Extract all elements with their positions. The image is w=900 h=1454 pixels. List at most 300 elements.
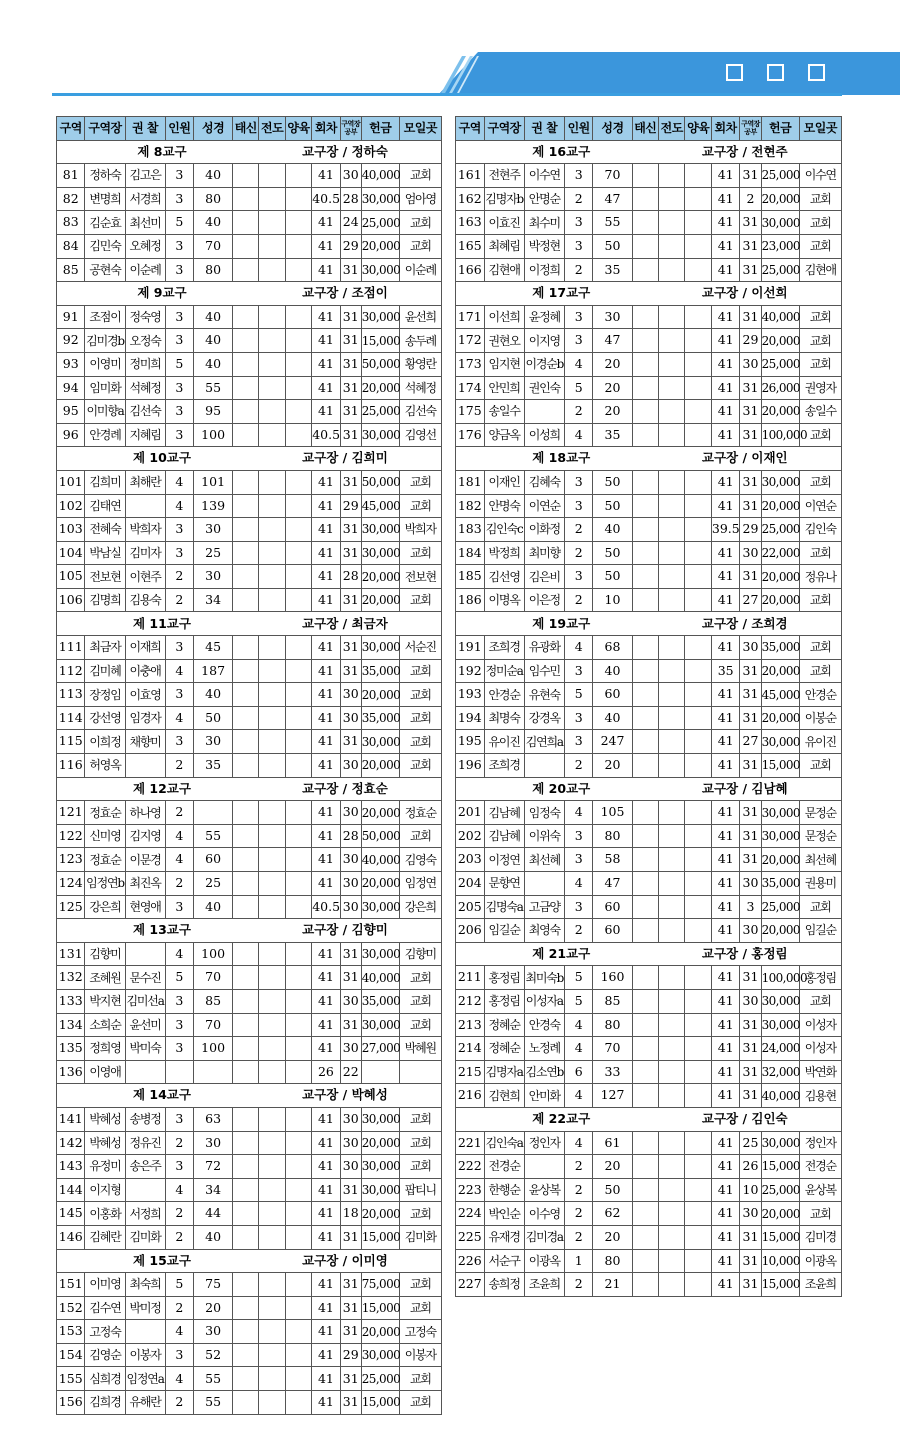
table-cell: 4 (564, 872, 593, 896)
table-cell: 이선희 (484, 305, 524, 329)
table-cell (233, 258, 259, 282)
table-cell (659, 1225, 685, 1249)
table-cell (285, 659, 311, 683)
table-cell: 10 (593, 588, 632, 612)
table-cell: 31 (740, 659, 761, 683)
table-cell: 문향연 (484, 872, 524, 896)
table-cell (632, 565, 658, 589)
table-row (57, 565, 442, 589)
table-cell: 194 (456, 706, 485, 730)
table-cell: 34 (194, 1178, 233, 1202)
table-cell: 41 (312, 706, 340, 730)
table-cell: 41 (711, 329, 740, 353)
table-cell (285, 966, 311, 990)
table-cell (685, 1013, 711, 1037)
table-cell: 정미희 (125, 352, 165, 376)
table-cell: 96 (57, 423, 85, 447)
header-banner (0, 0, 900, 100)
table-cell: 18 (340, 1202, 361, 1226)
table-cell: 60 (593, 895, 632, 919)
table-cell: 22 (340, 1060, 361, 1084)
table-cell: 안민희 (484, 376, 524, 400)
table-cell (659, 872, 685, 896)
table-cell: 155 (57, 1367, 85, 1391)
table-cell: 35 (593, 258, 632, 282)
table-cell (685, 518, 711, 542)
column-header-row (456, 117, 842, 141)
table-cell: 30 (740, 352, 761, 376)
table-cell (632, 470, 658, 494)
table-cell (285, 1367, 311, 1391)
table-cell: 31 (340, 470, 361, 494)
table-cell: 1 (564, 1249, 593, 1273)
table-cell: 정숙영 (125, 305, 165, 329)
table-cell: 박인순 (484, 1202, 524, 1226)
table-cell (685, 1084, 711, 1108)
table-cell: 교회 (799, 895, 841, 919)
table-cell: 30,000 (361, 518, 399, 542)
table-cell (233, 1296, 259, 1320)
table-cell: 3 (165, 423, 193, 447)
header-divider (52, 93, 842, 96)
table-cell: 142 (57, 1131, 85, 1155)
table-cell: 최진옥 (125, 872, 165, 896)
table-cell: 41 (312, 376, 340, 400)
table-cell: 김미자 (125, 541, 165, 565)
table-cell (125, 1178, 165, 1202)
table-cell: 55 (194, 376, 233, 400)
table-cell (233, 966, 259, 990)
table-cell: 27,000 (361, 1037, 399, 1061)
table-cell: 전경순 (799, 1155, 841, 1179)
table-cell: 이지영 (524, 329, 564, 353)
table-cell: 김용현 (799, 1084, 841, 1108)
table-cell: 30 (194, 1131, 233, 1155)
table-cell (233, 541, 259, 565)
table-cell: 이충애 (125, 659, 165, 683)
table-cell: 224 (456, 1202, 485, 1226)
table-cell: 3 (165, 376, 193, 400)
table-cell (233, 1273, 259, 1297)
table-cell: 2 (564, 541, 593, 565)
table-cell: 이홍화 (85, 1202, 125, 1226)
table-cell: 41 (711, 470, 740, 494)
table-cell: 25 (194, 541, 233, 565)
table-cell (259, 989, 285, 1013)
table-cell: 30 (194, 730, 233, 754)
table-cell: 41 (312, 1296, 340, 1320)
table-cell (685, 1225, 711, 1249)
table-cell: 41 (711, 494, 740, 518)
table-cell: 30 (740, 636, 761, 660)
table-cell: 70 (194, 966, 233, 990)
table-cell: 임정연a (125, 1367, 165, 1391)
table-cell (685, 164, 711, 188)
table-cell: 101 (57, 470, 85, 494)
table-cell: 2 (165, 1391, 193, 1415)
table-cell: 55 (194, 824, 233, 848)
square-outline-icon (767, 64, 784, 81)
table-cell: 30 (340, 801, 361, 825)
table-cell (259, 1391, 285, 1415)
table-cell (659, 754, 685, 778)
table-cell: 41 (711, 352, 740, 376)
table-cell: 30 (194, 565, 233, 589)
table-cell: 41 (312, 1155, 340, 1179)
table-cell: 26 (740, 1155, 761, 1179)
table-cell: 안경숙 (524, 1013, 564, 1037)
group-header-row (57, 612, 442, 636)
table-cell: 196 (456, 754, 485, 778)
table-cell (659, 541, 685, 565)
table-cell: 양금옥 (484, 423, 524, 447)
table-cell (659, 919, 685, 943)
table-cell: 40 (194, 352, 233, 376)
table-cell: 41 (711, 258, 740, 282)
table-row (57, 872, 442, 896)
table-cell (632, 541, 658, 565)
table-cell: 215 (456, 1060, 485, 1084)
column-header: 헌금 (361, 117, 399, 141)
table-cell (285, 211, 311, 235)
table-cell: 211 (456, 966, 485, 990)
table-row (456, 187, 842, 211)
table-cell: 41 (711, 423, 740, 447)
table-cell: 교회 (399, 1202, 441, 1226)
table-cell: 윤상복 (799, 1178, 841, 1202)
table-cell: 4 (564, 352, 593, 376)
table-cell: 10 (740, 1178, 761, 1202)
column-header: 인원 (564, 117, 593, 141)
table-cell: 111 (57, 636, 85, 660)
table-cell: 195 (456, 730, 485, 754)
table-cell: 25,000 (761, 258, 799, 282)
table-cell: 4 (564, 1084, 593, 1108)
table-cell (632, 164, 658, 188)
table-cell (285, 376, 311, 400)
table-cell: 100 (194, 942, 233, 966)
table-cell: 조점이 (85, 305, 125, 329)
table-cell: 63 (194, 1107, 233, 1131)
table-cell: 권용미 (799, 872, 841, 896)
table-cell: 20,000 (361, 683, 399, 707)
table-cell: 41 (711, 211, 740, 235)
table-cell: 105 (57, 565, 85, 589)
table-cell: 221 (456, 1131, 485, 1155)
table-cell: 4 (564, 423, 593, 447)
table-cell: 31 (340, 1391, 361, 1415)
table-cell: 103 (57, 518, 85, 542)
table-cell: 172 (456, 329, 485, 353)
table-cell: 30,000 (361, 541, 399, 565)
column-header: 모일곳 (399, 117, 441, 141)
table-cell: 임길순 (484, 919, 524, 943)
table-cell: 2 (564, 1178, 593, 1202)
group-name: 제 13교구 (57, 919, 259, 943)
table-cell: 2 (165, 1225, 193, 1249)
table-cell: 30,000 (361, 1013, 399, 1037)
table-cell (233, 518, 259, 542)
table-cell: 이수연 (524, 164, 564, 188)
table-cell: 30,000 (361, 636, 399, 660)
table-cell: 30 (740, 1202, 761, 1226)
table-cell (285, 801, 311, 825)
table-cell: 김미경a (524, 1225, 564, 1249)
square-outline-icon (808, 64, 825, 81)
table-cell: 최해란 (125, 470, 165, 494)
table-cell (659, 518, 685, 542)
table-cell: 31 (340, 376, 361, 400)
table-cell: 41 (711, 1060, 740, 1084)
table-cell (659, 1273, 685, 1297)
table-cell: 50 (593, 494, 632, 518)
table-cell (233, 1013, 259, 1037)
table-cell: 60 (593, 919, 632, 943)
table-cell: 3 (564, 895, 593, 919)
table-row (57, 305, 442, 329)
group-leader: 교구장 / 김인숙 (659, 1107, 842, 1131)
table-cell: 29 (740, 329, 761, 353)
table-cell: 31 (340, 1367, 361, 1391)
column-header: 구역 (456, 117, 485, 141)
table-cell (285, 848, 311, 872)
table-cell: 송일수 (799, 400, 841, 424)
table-cell (659, 329, 685, 353)
table-cell: 30 (340, 683, 361, 707)
table-cell (632, 754, 658, 778)
table-cell (259, 211, 285, 235)
table-row (456, 989, 842, 1013)
table-cell: 서경희 (125, 187, 165, 211)
table-cell (233, 1060, 259, 1084)
district-table-left (56, 116, 442, 1415)
table-cell: 41 (711, 966, 740, 990)
table-cell: 3 (564, 565, 593, 589)
table-cell: 41 (312, 1107, 340, 1131)
table-cell: 191 (456, 636, 485, 660)
table-cell: 105 (593, 801, 632, 825)
table-cell (233, 565, 259, 589)
table-cell: 80 (593, 1013, 632, 1037)
table-cell: 31 (340, 518, 361, 542)
table-cell: 3 (564, 234, 593, 258)
table-cell (285, 1296, 311, 1320)
table-cell: 4 (564, 636, 593, 660)
table-cell: 50 (593, 1178, 632, 1202)
table-cell (524, 400, 564, 424)
table-cell (285, 234, 311, 258)
table-cell: 교회 (399, 706, 441, 730)
table-cell (233, 588, 259, 612)
table-cell: 41 (711, 376, 740, 400)
table-cell: 22,000 (761, 541, 799, 565)
table-cell: 박지현 (85, 989, 125, 1013)
table-cell: 31 (340, 942, 361, 966)
table-cell: 31 (340, 588, 361, 612)
table-cell: 2 (564, 187, 593, 211)
table-cell: 41 (711, 1037, 740, 1061)
table-cell: 4 (165, 659, 193, 683)
table-cell: 41 (312, 754, 340, 778)
table-cell: 30 (340, 848, 361, 872)
table-cell: 20,000 (761, 400, 799, 424)
table-row (57, 518, 442, 542)
table-cell: 김향미 (85, 942, 125, 966)
table-cell: 임미화 (85, 376, 125, 400)
table-cell: 20,000 (361, 376, 399, 400)
table-cell: 임경자 (125, 706, 165, 730)
table-cell: 이정연 (484, 848, 524, 872)
table-cell: 15,000 (761, 1225, 799, 1249)
table-cell: 31 (340, 400, 361, 424)
table-cell (632, 1013, 658, 1037)
district-table-right (455, 116, 842, 1297)
table-row (456, 352, 842, 376)
table-cell: 20 (194, 1296, 233, 1320)
table-cell: 채향미 (125, 730, 165, 754)
table-cell: 27 (740, 730, 761, 754)
table-cell: 152 (57, 1296, 85, 1320)
group-header-row (456, 140, 842, 164)
table-cell: 임길순 (799, 919, 841, 943)
table-cell: 이성자 (799, 1037, 841, 1061)
table-cell: 권현오 (484, 329, 524, 353)
table-cell: 3 (564, 824, 593, 848)
table-cell: 이성희 (524, 423, 564, 447)
table-cell (259, 518, 285, 542)
table-cell: 강은희 (399, 895, 441, 919)
table-row (456, 305, 842, 329)
table-cell: 김미화 (125, 1225, 165, 1249)
table-cell: 31 (740, 1225, 761, 1249)
table-cell: 박혜원 (399, 1037, 441, 1061)
table-row (57, 895, 442, 919)
table-cell (685, 211, 711, 235)
table-row (456, 588, 842, 612)
table-cell: 30,000 (761, 470, 799, 494)
table-cell: 52 (194, 1343, 233, 1367)
table-cell: 44 (194, 1202, 233, 1226)
table-cell: 31 (340, 1178, 361, 1202)
table-cell: 김선영 (484, 565, 524, 589)
table-cell: 41 (312, 966, 340, 990)
table-cell: 허영옥 (85, 754, 125, 778)
table-cell: 173 (456, 352, 485, 376)
table-cell (632, 211, 658, 235)
table-cell: 82 (57, 187, 85, 211)
table-cell (285, 824, 311, 848)
table-cell: 30 (740, 872, 761, 896)
table-cell: 교회 (799, 1202, 841, 1226)
table-row (456, 659, 842, 683)
table-cell: 김현애 (484, 258, 524, 282)
table-cell: 41 (312, 1013, 340, 1037)
table-cell (659, 565, 685, 589)
table-cell: 2 (165, 588, 193, 612)
table-cell (659, 1155, 685, 1179)
table-cell (659, 1060, 685, 1084)
table-cell (685, 895, 711, 919)
table-row (456, 1178, 842, 1202)
table-row (57, 1273, 442, 1297)
table-cell: 김혜숙 (524, 470, 564, 494)
table-cell (659, 305, 685, 329)
table-cell: 40 (593, 659, 632, 683)
table-cell: 20 (593, 376, 632, 400)
table-cell (659, 989, 685, 1013)
table-cell: 김용숙 (125, 588, 165, 612)
table-cell: 41 (711, 706, 740, 730)
table-cell: 47 (593, 329, 632, 353)
table-row (57, 187, 442, 211)
table-cell: 이지형 (85, 1178, 125, 1202)
table-cell: 김명숙a (484, 895, 524, 919)
table-cell: 30 (194, 1320, 233, 1344)
table-cell: 123 (57, 848, 85, 872)
table-cell (285, 706, 311, 730)
table-cell: 2 (564, 1225, 593, 1249)
table-cell (285, 1391, 311, 1415)
table-cell (259, 1107, 285, 1131)
table-row (57, 801, 442, 825)
table-cell (632, 518, 658, 542)
table-cell: 151 (57, 1273, 85, 1297)
table-cell (659, 187, 685, 211)
table-cell: 이효영 (125, 683, 165, 707)
table-cell: 5 (165, 1273, 193, 1297)
table-cell: 박혜성 (85, 1107, 125, 1131)
group-header-row (456, 777, 842, 801)
table-cell (259, 1131, 285, 1155)
table-cell: 55 (593, 211, 632, 235)
table-cell: 41 (312, 1343, 340, 1367)
table-cell: 41 (312, 305, 340, 329)
table-cell: 정효순 (85, 801, 125, 825)
table-cell: 교회 (399, 1367, 441, 1391)
table-cell: 김희미 (85, 470, 125, 494)
table-cell: 고금양 (524, 895, 564, 919)
table-cell: 41 (711, 801, 740, 825)
table-cell: 이은정 (524, 588, 564, 612)
table-cell: 50 (194, 706, 233, 730)
table-cell: 31 (340, 730, 361, 754)
table-cell (259, 1060, 285, 1084)
table-cell: 41 (711, 1084, 740, 1108)
table-cell: 31 (340, 659, 361, 683)
table-cell: 31 (740, 470, 761, 494)
table-row (456, 1037, 842, 1061)
table-row (57, 1178, 442, 1202)
table-cell: 15,000 (761, 754, 799, 778)
table-cell (632, 824, 658, 848)
table-cell (233, 683, 259, 707)
table-cell (285, 352, 311, 376)
table-cell: 15,000 (361, 1391, 399, 1415)
table-cell: 40,000 (761, 1084, 799, 1108)
group-leader: 교구장 / 이선희 (659, 282, 842, 306)
table-cell: 25,000 (361, 400, 399, 424)
table-cell: 15,000 (361, 329, 399, 353)
table-cell: 41 (312, 494, 340, 518)
table-cell: 최미향 (524, 541, 564, 565)
group-leader: 교구장 / 이미영 (259, 1249, 442, 1273)
table-cell: 윤선미 (125, 1013, 165, 1037)
table-cell: 4 (165, 494, 193, 518)
table-cell: 41 (312, 541, 340, 565)
table-cell: 162 (456, 187, 485, 211)
column-header: 구역장 공부 (340, 117, 361, 141)
table-cell: 171 (456, 305, 485, 329)
